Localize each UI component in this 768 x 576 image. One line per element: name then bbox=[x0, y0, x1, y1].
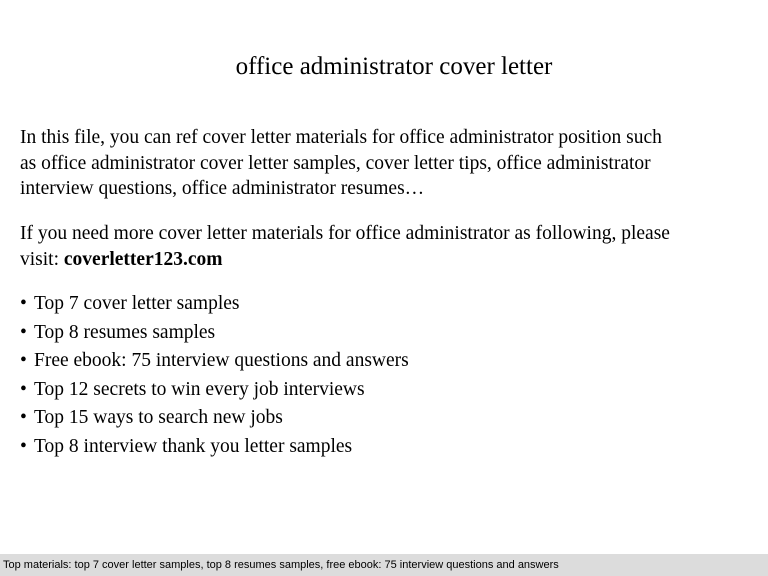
list-item-label: Top 15 ways to search new jobs bbox=[34, 407, 283, 428]
materials-list bbox=[20, 290, 409, 461]
visit-line-2 bbox=[20, 247, 750, 273]
page-title: office administrator cover letter bbox=[235, 53, 553, 80]
list-item-label: Top 12 secrets to win every job interviews bbox=[34, 378, 365, 400]
intro-paragraph bbox=[20, 125, 750, 202]
bullet-icon: • bbox=[20, 350, 27, 371]
intro-line: as office administrator cover letter samples, cover letter tips, office administrator bbox=[20, 152, 651, 174]
bullet-icon: • bbox=[20, 293, 27, 314]
list-item bbox=[20, 433, 409, 462]
list-item-label: Top 7 cover letter samples bbox=[34, 293, 240, 314]
visit-prefix: visit: bbox=[20, 248, 64, 270]
intro-line: interview questions, office administrator resumes… bbox=[20, 178, 425, 199]
footer-text: Top materials: top 7 cover letter samples, top 8 resumes samples, free ebook: 75 interview questions and answers bbox=[3, 559, 559, 571]
visit-line: If you need more cover letter materials for office administrator as following, please bbox=[20, 223, 670, 244]
bullet-icon: • bbox=[20, 378, 27, 400]
intro-line: In this file, you can ref cover letter materials for office administrator position such bbox=[20, 127, 662, 148]
bullet-icon: • bbox=[20, 321, 27, 343]
list-item bbox=[20, 347, 409, 376]
list-item bbox=[20, 290, 409, 319]
bullet-icon: • bbox=[20, 407, 27, 428]
list-item-label: Top 8 resumes samples bbox=[34, 321, 216, 343]
list-item bbox=[20, 376, 409, 405]
list-item bbox=[20, 319, 409, 348]
bullet-icon: • bbox=[20, 435, 27, 457]
list-item-label: Top 8 interview thank you letter samples bbox=[34, 435, 353, 457]
list-item bbox=[20, 404, 409, 433]
visit-paragraph bbox=[20, 221, 750, 272]
footer-bar bbox=[0, 554, 768, 576]
list-item-label: Free ebook: 75 interview questions and answers bbox=[34, 350, 409, 371]
site-link[interactable]: coverletter123.com bbox=[63, 248, 223, 270]
